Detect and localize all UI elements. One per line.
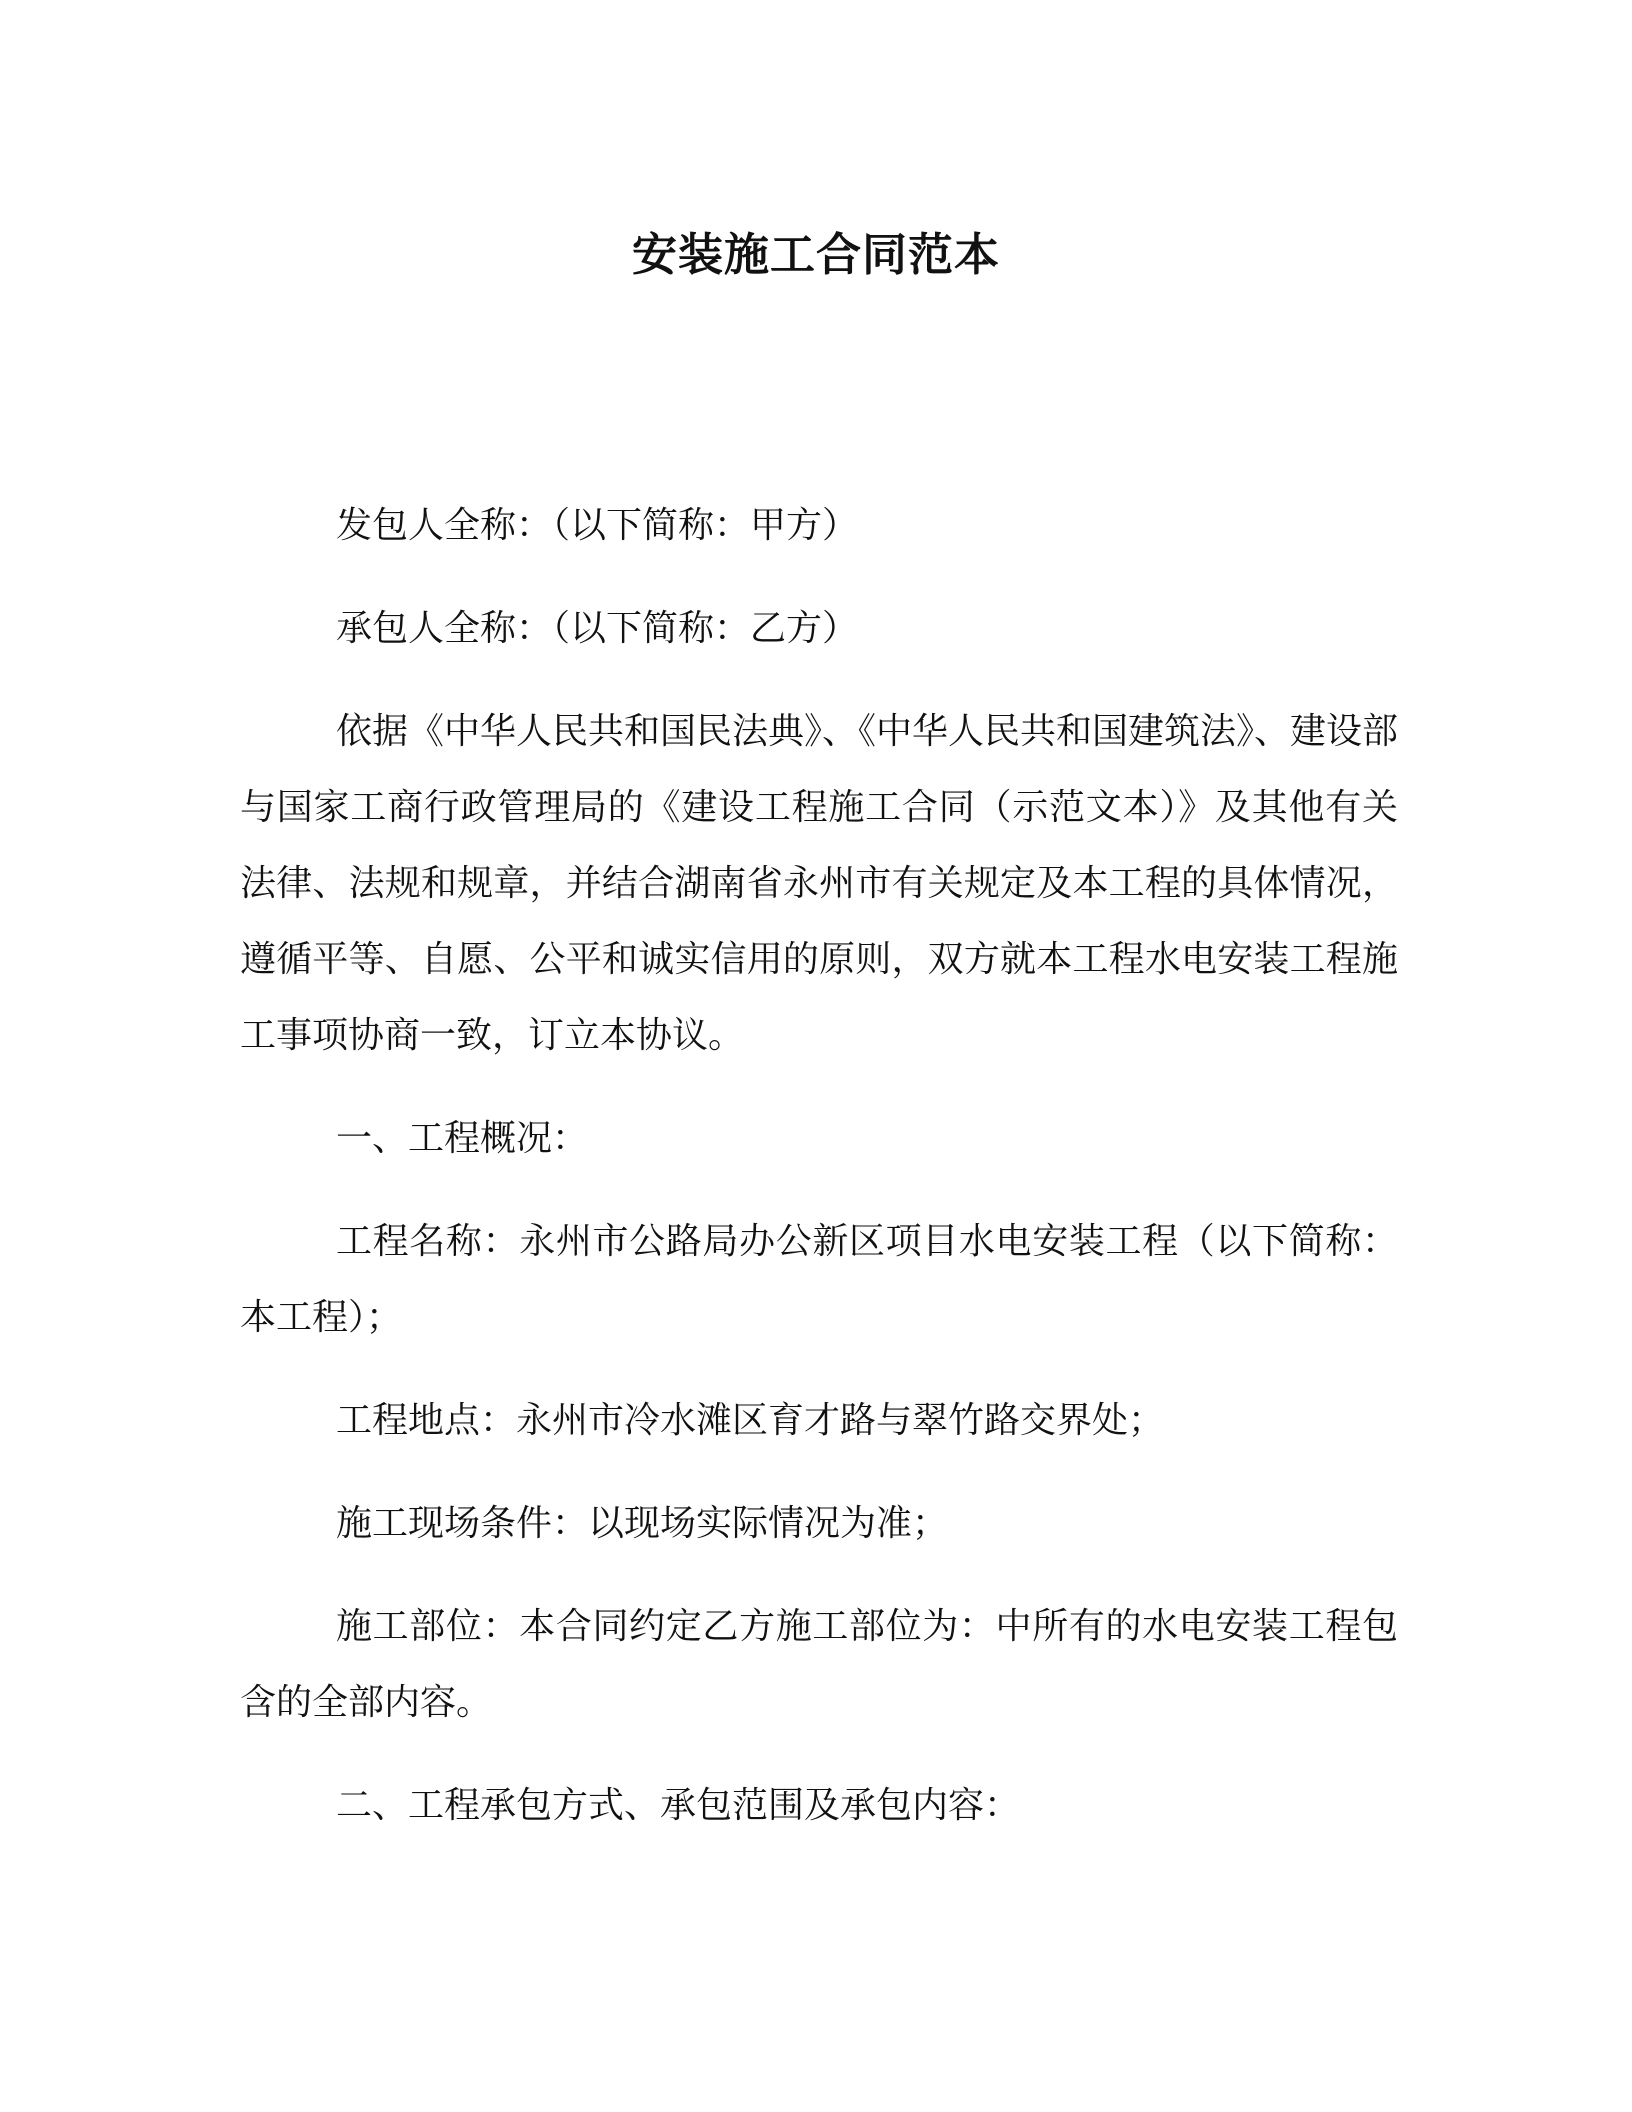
- section-heading-contract-scope: 二、工程承包方式、承包范围及承包内容：: [336, 1785, 1021, 1826]
- paragraph-site-conditions: 施工现场条件：以现场实际情况为准；: [336, 1503, 949, 1544]
- document-title: 安装施工合同范本: [631, 228, 1000, 281]
- paragraph-contractor: 承包人全称：（以下简称：乙方）: [336, 608, 859, 649]
- paragraph-project-location: 工程地点：永州市冷水滩区育才路与翠竹路交界处；: [336, 1400, 1165, 1441]
- paragraph-contractor-owner: 发包人全称：（以下简称：甲方）: [336, 505, 859, 546]
- section-heading-project-overview: 一、工程概况：: [336, 1118, 589, 1159]
- paragraph-project-name: 工程名称：永州市公路局办公新区项目水电安装工程（以下简称：本工程）；: [240, 1221, 1398, 1338]
- paragraph-construction-scope: 施工部位：本合同约定乙方施工部位为：中所有的水电安装工程包含的全部内容。: [240, 1606, 1398, 1723]
- document-body: [240, 488, 1398, 1871]
- paragraph-legal-basis: 依据《中华人民共和国民法典》、《中华人民共和国建筑法》、建设部与国家工商行政管理局的《建设工程施工合同（示范文本）》及其他有关法律、法规和规章，并结合湖南省永州市有关规定及本工程的具体情况，遵循平等、自愿、公平和诚实信用的原则，双方就本工程水电安装工程施工事项协商一致，订立本协议。: [240, 711, 1399, 1056]
